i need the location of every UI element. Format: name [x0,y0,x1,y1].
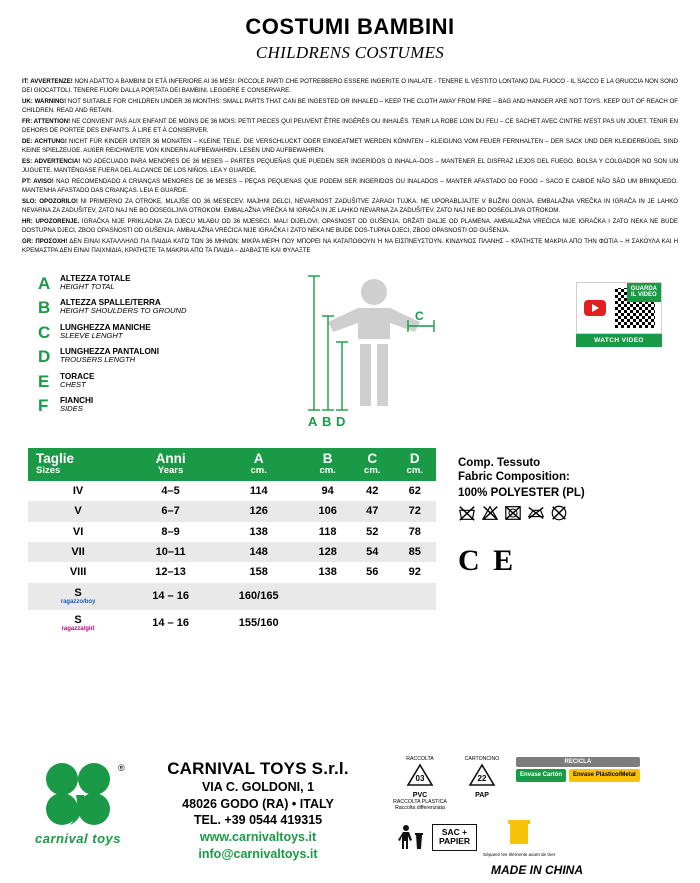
cell-d: 85 [393,542,436,562]
watch-video-button[interactable]: WATCH VIDEO [576,334,662,347]
no-iron-icon [527,504,545,522]
legend-label-it: ALTEZZA TOTALE [60,273,131,283]
recycling-info [378,755,682,877]
legend-label-en: TROUSERS LENGTH [60,355,136,365]
warning-text: NAO RECOMENDADO A CRIANÇAS MENORES DE 36 MESES – PEÇAS PEQUENAS QUE PODEM SER INGERIDOS OU INALADOS – MANTER AFASTADO DO FOGO – SACO E CABIDE NÃO SÃO UM BRINQUEDO. MANTENHA AFASTADO DAS CRIANÇAS. LEIA E GUARDE. [22,178,678,195]
warning-item [22,217,678,236]
warning-item [22,77,678,96]
cell-b [304,583,351,610]
cell-c: 54 [351,542,394,562]
warning-lang: UK: WARNING! [22,98,67,105]
table-row [28,522,436,542]
warning-item [22,117,678,136]
header-sm: cm. [364,465,381,477]
warning-item [22,157,678,176]
recycling-row [392,757,682,812]
page-title: COSTUMI BAMBINI [245,14,455,39]
legend-letter: B [38,298,51,317]
legend-label-it: LUNGHEZZA MANICHE [60,322,151,332]
cell-a: 155/160 [238,617,279,630]
header-big: A [253,450,264,466]
cell-b: 94 [321,484,334,497]
cell-years: 4–5 [161,484,180,497]
clover-icon [18,759,138,837]
no-tumble-dry-icon [504,504,522,522]
warning-text: NICHT FÜR KINDER UNTER 36 MONATEN – KLEINE TEILE. DIE VERSCHLUCKT ODER EINGEATMET WERDEN KÖNNTEN – KLEIDUNG VOM FEUER FERNHALTEN – DER SACK UND DER KLEIDERBÜGEL SIND KEINE SPIELZEUGE. AUßER REICHWEITE VON KINDERN AUFBEWAHREN. LESEN UND AUFBEWAHREN. [22,138,678,155]
recycle-pap-code: PAP [475,791,489,799]
no-wash-icon [458,504,476,522]
warning-lang: DE: ACHTUNG! [22,138,67,145]
cell-size-sub: ragazzo/boy [60,598,96,605]
envase-carton-label: Envase Cartón [516,769,566,782]
legend-item-d [38,347,228,365]
fabric-value: 100% POLYESTER (PL) [458,487,585,500]
company-phone: TEL. +39 0544 419315 [193,813,323,828]
logo-wordmark: carnival toys [35,831,121,847]
envase-plastico-label: Envase Plástico/Metal [569,769,640,782]
legend-label-en: HEIGHT SHOULDERS TO GROUND [60,306,187,316]
cell-size [28,583,128,610]
header-big: Taglie [36,450,75,466]
sac-label: SAC + [441,827,468,838]
table-header-row [28,448,436,481]
legend-label-en: HEIGHT TOTAL [60,281,115,291]
cell-c [351,610,394,637]
cell-b: 138 [318,566,337,579]
recycle-pvc-top: RACCOLTA [406,756,434,763]
cell-size: VI [72,525,84,538]
recicla-label: RECICLA [516,757,640,767]
video-ilvideo-label: IL VIDEO [631,292,657,299]
table-row [28,583,436,610]
header-sm: Years [157,465,184,477]
warning-lang: HR: UPOZORENJE. [22,218,80,225]
document-page [0,14,700,883]
legend-letter: E [38,371,50,391]
no-bleach-icon [481,504,499,522]
header-sm: cm. [319,465,336,477]
recycle-pap [454,757,510,800]
header-big: D [409,450,420,466]
warning-item [22,177,678,196]
warning-item [22,97,678,116]
fabric-title-it: Comp. Tessuto [458,456,541,469]
measurement-figure [228,274,576,434]
warning-lang: SLO: OPOZORILO! [22,198,78,205]
fabric-composition [436,448,672,637]
figure-label-d: D [336,413,346,429]
cell-d [393,583,436,610]
bin-note: Séparez les éléments avant de trier [483,851,556,857]
svg-text:03: 03 [415,774,425,783]
brand-logo [18,755,138,846]
warning-lang: ES: ADVERTENCIA! [22,158,81,165]
legend-label-en: SLEEVE LENGHT [60,330,123,340]
video-tab-label [627,283,661,303]
table-header-d [393,448,436,481]
tidyman-icon [392,823,426,851]
legend-item-a [38,274,228,292]
legend-label-it: ALTEZZA SPALLE/TERRA [60,298,161,307]
cell-size: V [28,501,128,521]
no-dry-clean-icon [550,504,568,522]
warning-text: ΔΕΝ ΕΙΝΑΙ ΚΑΤΑΛΛΗΛΟ ΓΙΑ ΠΑΙΔΙΑ ΚΑΤΩ ΤΩΝ 36 ΜΗΝΩΝ: ΜΙΚΡΑ ΜΕΡΗ ΠΟΥ ΜΠΟΡΕΙ ΝΑ ΚΑΤΑΠΟΘΟΥΝ Ή ΝΑ ΕΙΣΠΝΕΥΣΤΟΥΝ. ΚΙΝΔΥΝΟΣ ΠΛΑΝΗΣ – ΚΡΑΤΗΣΤΕ ΜΑΚΡΙΑ ΑΠΟ ΤΗΝ ΦΩΤΙΑ – Η ΣΑΚΟΥΛΑ ΚΑΙ Η ΚΡΕΜΑΣΤΡΑ ΔΕΝ ΕΙΝΑΙ ΠΑΙΧΝΙΔΙΑ, ΚΡΑΤΗΣΤΕ ΤΑ ΜΑΚΡΙΑ ΑΠΟ ΤΑ ΠΑΙΔΙΑ – ΔΙΑΒΑΣΤΕ ΚΑΙ ΦΥΛΑΞΤΕ [22,238,678,255]
header-sm: Sizes [36,465,61,477]
warning-item [22,237,678,256]
cell-c: 52 [366,525,379,538]
cell-years: 14 – 16 [128,583,213,610]
legend-item-b [38,298,228,316]
papier-label: PAPIER [439,836,471,847]
recycle-pvc-code: PVC [412,791,428,799]
measurement-legend [28,274,228,421]
waste-bin-icon [506,818,532,846]
warning-text: NI PRIMERNO ZA OTROKE, MLAJŠE OD 36 MESECEV. MAJHNI DELCI, NEVARNOST ZADUŠITVE ZARADI TUJKA. NE UPORABLJAJTE V BLIŽINI OGNJA. EMBALAŽNA VREČKA IN IGRAČA IN JE LAHKO NEVARNA ZA ZADUŠITEV, ZATO NAJ NE BO DOSEGLJIVA OTROKOM. EMBALAŽNA VREČKA NI IGRAČA IN JE LAHKO NEVARNA ZA ZADUŠITEV, ZATO NAJ NE BO DOSEGLJIVA OTROKOM. [22,198,679,215]
video-guarda-label: GUARDA [630,285,657,292]
recycle-pvc [392,757,448,812]
cell-a: 148 [213,542,304,562]
cell-size: VII [28,542,128,562]
youtube-icon [584,300,606,316]
cell-b [304,610,351,637]
cell-d: 72 [393,501,436,521]
header-big: B [322,450,333,466]
cell-d: 92 [408,566,421,579]
legend-item-c [38,323,228,341]
header-big: C [367,450,378,466]
table-header-b [304,448,351,481]
cell-years: 10–11 [128,542,213,562]
table-row [28,562,436,582]
cell-c: 42 [366,484,379,497]
warning-text: IGRAČKA NIJE PRIKLADNA ZA DJECU MLAĐU OD 36 MJESECI. MALI DIJELOVI. OPASNOST OD GUŠENJA. DRŽATI DALJE OD PLAMENA. AMBALAŽNA VREĆICA NIJE IGRAČKA I ZATO NEKA NE BUDE DOSTUPNA DJECI, ZBOG OPASNOSTI OD GUŠENJA. AMBALAŽNA VREĆICA NIJE IGRAČKA I ZATO NEKA NE BUDE DOS-TUPNA DJECI, ZBOG OPASNOSTI OD GUŠENJA. [22,218,678,235]
recycling-row-2 [392,818,682,857]
cell-size: VIII [69,566,87,579]
sac-papier-box [432,824,477,851]
cell-size-sub: ragazza/girl [61,625,95,632]
recycle-triangle-icon [406,763,434,789]
cell-a: 160/165 [213,583,304,610]
cell-d: 62 [408,484,421,497]
cell-b: 118 [318,525,337,538]
figure-label-c: C [415,308,424,323]
care-symbols [458,504,672,522]
page-subtitle: CHILDRENS COSTUMES [255,43,445,62]
company-address-2: 48026 GODO (RA) • ITALY [182,796,334,811]
video-badge[interactable] [576,282,662,347]
legend-letter: C [38,322,51,342]
clover-logo-icon [18,759,138,837]
body-figure-icon [262,270,482,432]
cell-years: 6–7 [128,501,213,521]
legend-label-it: LUNGHEZZA PANTALONI [60,347,159,356]
legend-letter: D [38,347,51,366]
header-big: Anni [155,450,186,466]
cell-b: 128 [304,542,351,562]
warning-lang: GR: ΠΡΟΣΟΧΗ! [22,238,68,245]
size-table-area [14,448,686,637]
cell-years: 8–9 [161,525,180,538]
cell-c: 47 [351,501,394,521]
table-row [28,501,436,521]
cell-a: 126 [213,501,304,521]
figure-label-a: A [308,413,318,429]
warning-lang: IT: AVVERTENZE! [22,78,73,85]
warning-item [22,137,678,156]
cell-c: 56 [366,566,379,579]
recycle-pap-top: CARTONCINO [464,756,500,763]
legend-label-en: CHEST [60,379,86,389]
table-row [28,481,436,501]
header-sm: cm. [406,465,423,477]
made-in-label: MADE IN CHINA [491,863,583,877]
warning-text: NOT SUITABLE FOR CHILDREN UNDER 36 MONTHS: SMALL PARTS THAT CAN BE INGESTED OR INHALED – KEEP THE CLOTH AWAY FROM FIRE – BAG AND HANGER ARE NOT TOYS. KEEP OUT OF REACH OF CHILDREN. READ AND RETAIN. [22,98,678,115]
cell-a: 138 [249,525,268,538]
cell-a: 114 [249,484,268,497]
company-website[interactable]: www.carnivaltoys.it [199,829,317,844]
footer [0,755,700,877]
company-info [138,755,378,862]
legend-label-it: FIANCHI [60,396,94,405]
recycle-spain-block [516,757,640,782]
warning-lang: PT: AVISO! [22,178,54,185]
table-header-years [128,448,213,481]
table-header-a [213,448,304,481]
company-name: CARNIVAL TOYS S.r.l. [167,759,349,779]
legend-label-en: SIDES [60,404,83,414]
warning-lang: FR: ATTENTION! [22,118,71,125]
warning-text: NE CONVIENT PAS AUX ENFANT DE MOINS DE 36 MOIS: PETIT PIECES QUI PEUVENT ÊTRE INGÉRÉS OU INHALÉS. TENIR LA ROBE LOIN DU FEU – CE SACHET AVEC CINTRE N'EST PAS UN JOUET. TENIR EN DEHORS DE PORTEE DES ENFANTS. À LIRE ET À CONSERVER. [22,118,678,135]
legend-letter: A [38,273,51,293]
company-address-1: VIA C. GOLDONI, 1 [201,780,315,795]
legend-letter: F [38,396,49,415]
recycle-pvc-sub: RACCOLTA PLASTICA [393,799,447,806]
legend-item-f [38,396,228,414]
measurement-section [14,274,686,442]
ce-mark: C E [458,544,517,578]
svg-text:22: 22 [477,774,487,783]
cell-b: 106 [304,501,351,521]
table-header-sizes [28,448,128,481]
video-qr-area[interactable] [576,282,662,334]
warning-text: NO ADECUADO PARA MENORES DE 36 MESES – PARTES PEQUEÑAS QUE PUEDEN SER INGERIDOS O INHALA–DOS – MANTENER EL DISFRAZ LEJOS DEL FUEGO. BOLSA Y COLGADOR NO SON UN JUGUETE. MANTÉNGASE FUERA DEL ALCANCE DE LOS NIÑOS. LEA Y GUARDE. [22,158,678,175]
fabric-title-en: Fabric Composition: [458,470,570,483]
legend-label-it: TORACE [60,371,95,381]
cell-size [28,610,128,637]
legend-item-e [38,372,228,390]
warning-item [22,197,678,216]
cell-size-text: S [74,586,82,599]
registered-mark: ® [118,763,125,774]
recycle-triangle-icon [468,763,496,789]
cell-a: 158 [249,566,268,579]
table-row [28,610,436,637]
cell-years: 14 – 16 [152,617,189,630]
header-sm: cm. [250,465,267,477]
warning-text: NON ADATTO A BAMBINI DI ETÀ INFERIORE AI 36 MESI: PICCOLE PARTI CHE POTREBBERO ESSERE INGERITE O INALATE - TENERE IL VESTITO LONTANO DAL FUOCO - IL SACCO E LA GRUCCIA NON SONO DEI GIOCATTOLI. TENERE FUORI DALLA PORTATA DEI BAMBINI. LEGGERE E CONSERVARE. [22,78,678,95]
cell-years: 12–13 [155,566,186,579]
cell-size-text: S [74,613,82,626]
company-email[interactable]: info@carnivaltoys.it [198,846,318,861]
cell-d: 78 [408,525,421,538]
figure-label-b: B [322,413,332,429]
warnings-block [14,77,686,256]
recycle-pvc-note: Raccolta differenziata [395,804,445,811]
size-table [28,448,436,637]
cell-size: IV [72,484,84,497]
cell-d [393,610,436,637]
table-row [28,542,436,562]
cell-c [351,583,394,610]
table-header-c [351,448,394,481]
